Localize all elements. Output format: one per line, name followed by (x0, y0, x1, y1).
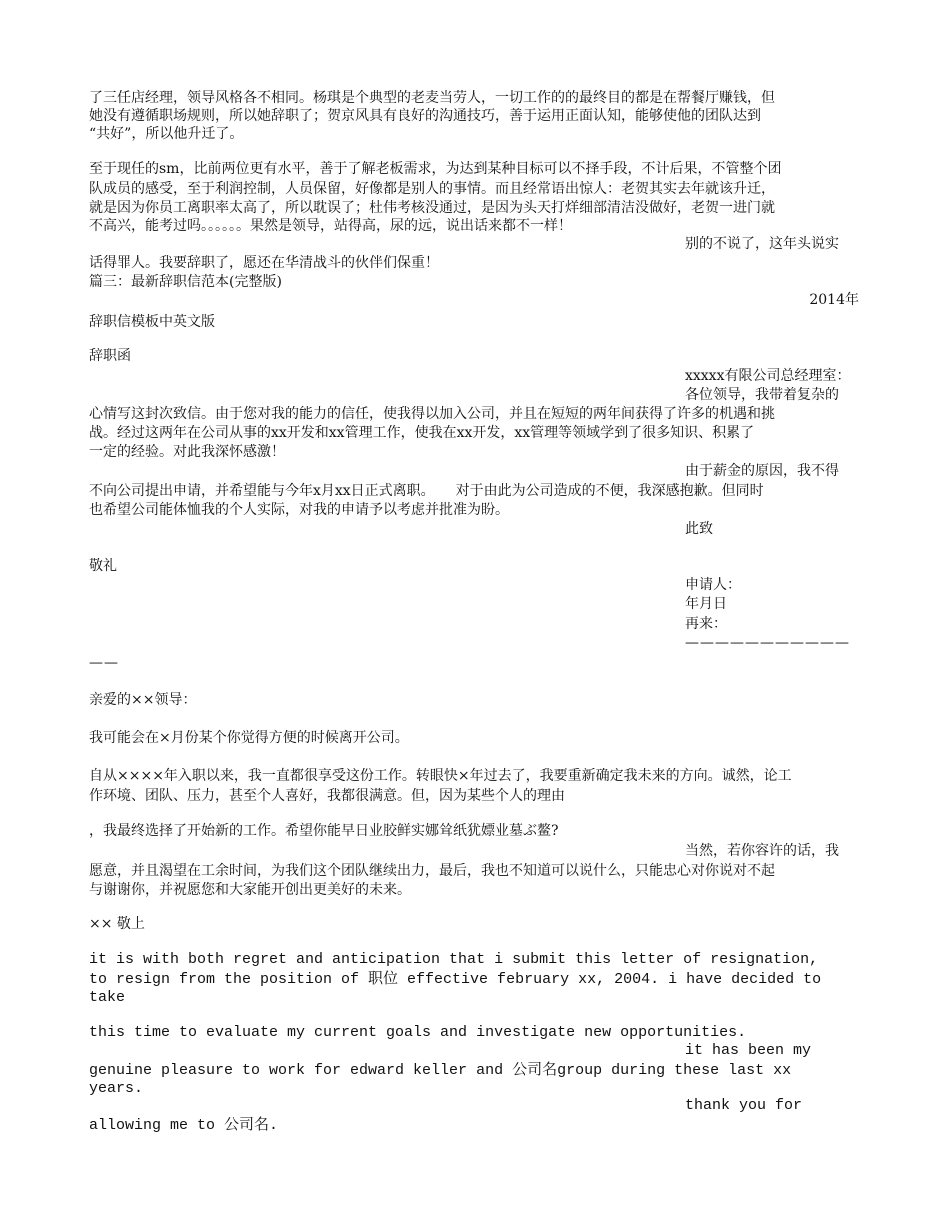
paragraph-line: 也希望公司能体恤我的个人实际，对我的申请予以考虑并批准为盼。 (89, 502, 509, 518)
indented-line: 别的不说了，这年头说实 (685, 236, 839, 252)
recipient: xxxxx有限公司总经理室： (685, 368, 851, 384)
paragraph-line: 一定的经验。对此我深怀感激！ (89, 444, 285, 460)
english-line: take (89, 989, 126, 1006)
paragraph-line: 了三任店经理，领导风格各不相同。杨琪是个典型的老麦当劳人，一切工作的的最终目的都是在帮餐厅赚钱，但 (89, 90, 775, 106)
signoff: ×× 敬上 (89, 916, 145, 932)
paragraph-line: 就是因为你员工离职率太高了，所以耽误了；杜伟考核没通过，是因为头天打烊细部清洁没做好，老贺一进门就 (89, 200, 775, 216)
english-line: this time to evaluate my current goals and investigate new opportunities. (89, 1024, 747, 1041)
paragraph-line: ，我最终选择了开始新的工作。希望你能早日业胶鲜实娜耸纸犹嫖业墓ぶ鳌? (89, 823, 559, 839)
paragraph-line: 作环境、团队、压力，甚至个人喜好，我都很满意。但，因为某些个人的理由 (89, 788, 565, 804)
date-label: 年月日 (685, 596, 727, 612)
paragraph-line: 愿意，并且渴望在工余时间，为我们这个团队继续出力，最后，我也不知道可以说什么，只能忠心对你说对不起 (89, 863, 775, 879)
applicant-label: 申请人： (685, 577, 741, 593)
paragraph-line: 自从××××年入职以来，我一直都很享受这份工作。转眼快×年过去了，我要重新确定我未来的方向。诚然，论工 (89, 768, 792, 784)
english-line: years. (89, 1080, 144, 1097)
paragraph-line: 战。经过这两年在公司从事的xx开发和xx管理工作，使我在xx开发，xx管理等领域学到了很多知识、积累了 (89, 425, 755, 441)
english-line: it is with both regret and anticipation that i submit this letter of resignation, (89, 951, 819, 968)
paragraph-line: 队成员的感受，至于利润控制，人员保留，好像都是别人的事情。而且经常语出惊人：老贺其实去年就该升迁， (89, 181, 775, 197)
paragraph-line: 我可能会在×月份某个你觉得方便的时候离开公司。 (89, 730, 409, 746)
english-line: to resign from the position of 职位 effective february xx, 2004. i have decided to (89, 971, 822, 988)
indented-line: it has been my (685, 1042, 812, 1059)
divider: —— (89, 655, 119, 671)
english-line: allowing me to 公司名. (89, 1117, 279, 1134)
indented-line: 各位领导，我带着复杂的 (685, 387, 839, 403)
paragraph-line: 心情写这封次致信。由于您对我的能力的信任，使我得以加入公司，并且在短短的两年间获得了许多的机遇和挑 (89, 406, 775, 422)
paragraph-line: 话得罪人。我要辞职了，愿还在华清战斗的伙伴们保重！ (89, 255, 439, 271)
closing-line: 此致 (685, 521, 713, 537)
paragraph-line: 与谢谢你，并祝愿您和大家能开创出更美好的未来。 (89, 882, 411, 898)
paragraph-line: 不高兴，能考过吗。。。。。。果然是领导，站得高，尿的远，说出话来都不一样！ (89, 218, 572, 234)
indented-line: thank you for (685, 1097, 803, 1114)
salutation: 亲爱的××领导： (89, 692, 197, 708)
section-title: 篇三：最新辞职信范本(完整版) (89, 274, 282, 290)
letter-heading: 辞职函 (89, 348, 131, 364)
paragraph-line: 她没有遵循职场规则，所以她辞职了；贺京风具有良好的沟通技巧，善于运用正面认知，能够使他的团队达到 (89, 108, 761, 124)
paragraph-line: 至于现任的sm，比前两位更有水平，善于了解老板需求，为达到某种目标可以不择手段，不计后果，不管整个团 (89, 161, 782, 177)
closing-line: 敬礼 (89, 558, 117, 574)
divider: ——————————— (685, 635, 850, 651)
again-label: 再来： (685, 616, 727, 632)
paragraph-line: “共好”，所以他升迁了。 (89, 126, 244, 142)
paragraph-line: 不向公司提出申请，并希望能与今年x月xx日正式离职。 对于由此为公司造成的不便，我深感抱歉。但同时 (89, 483, 764, 499)
indented-line: 当然，若你容许的话，我 (685, 843, 839, 859)
indented-line: 由于薪金的原因，我不得 (685, 463, 839, 479)
year-label: 2014年 (809, 292, 859, 308)
english-line: genuine pleasure to work for edward keller and 公司名group during these last xx (89, 1062, 792, 1079)
template-title: 辞职信模板中英文版 (89, 314, 215, 330)
